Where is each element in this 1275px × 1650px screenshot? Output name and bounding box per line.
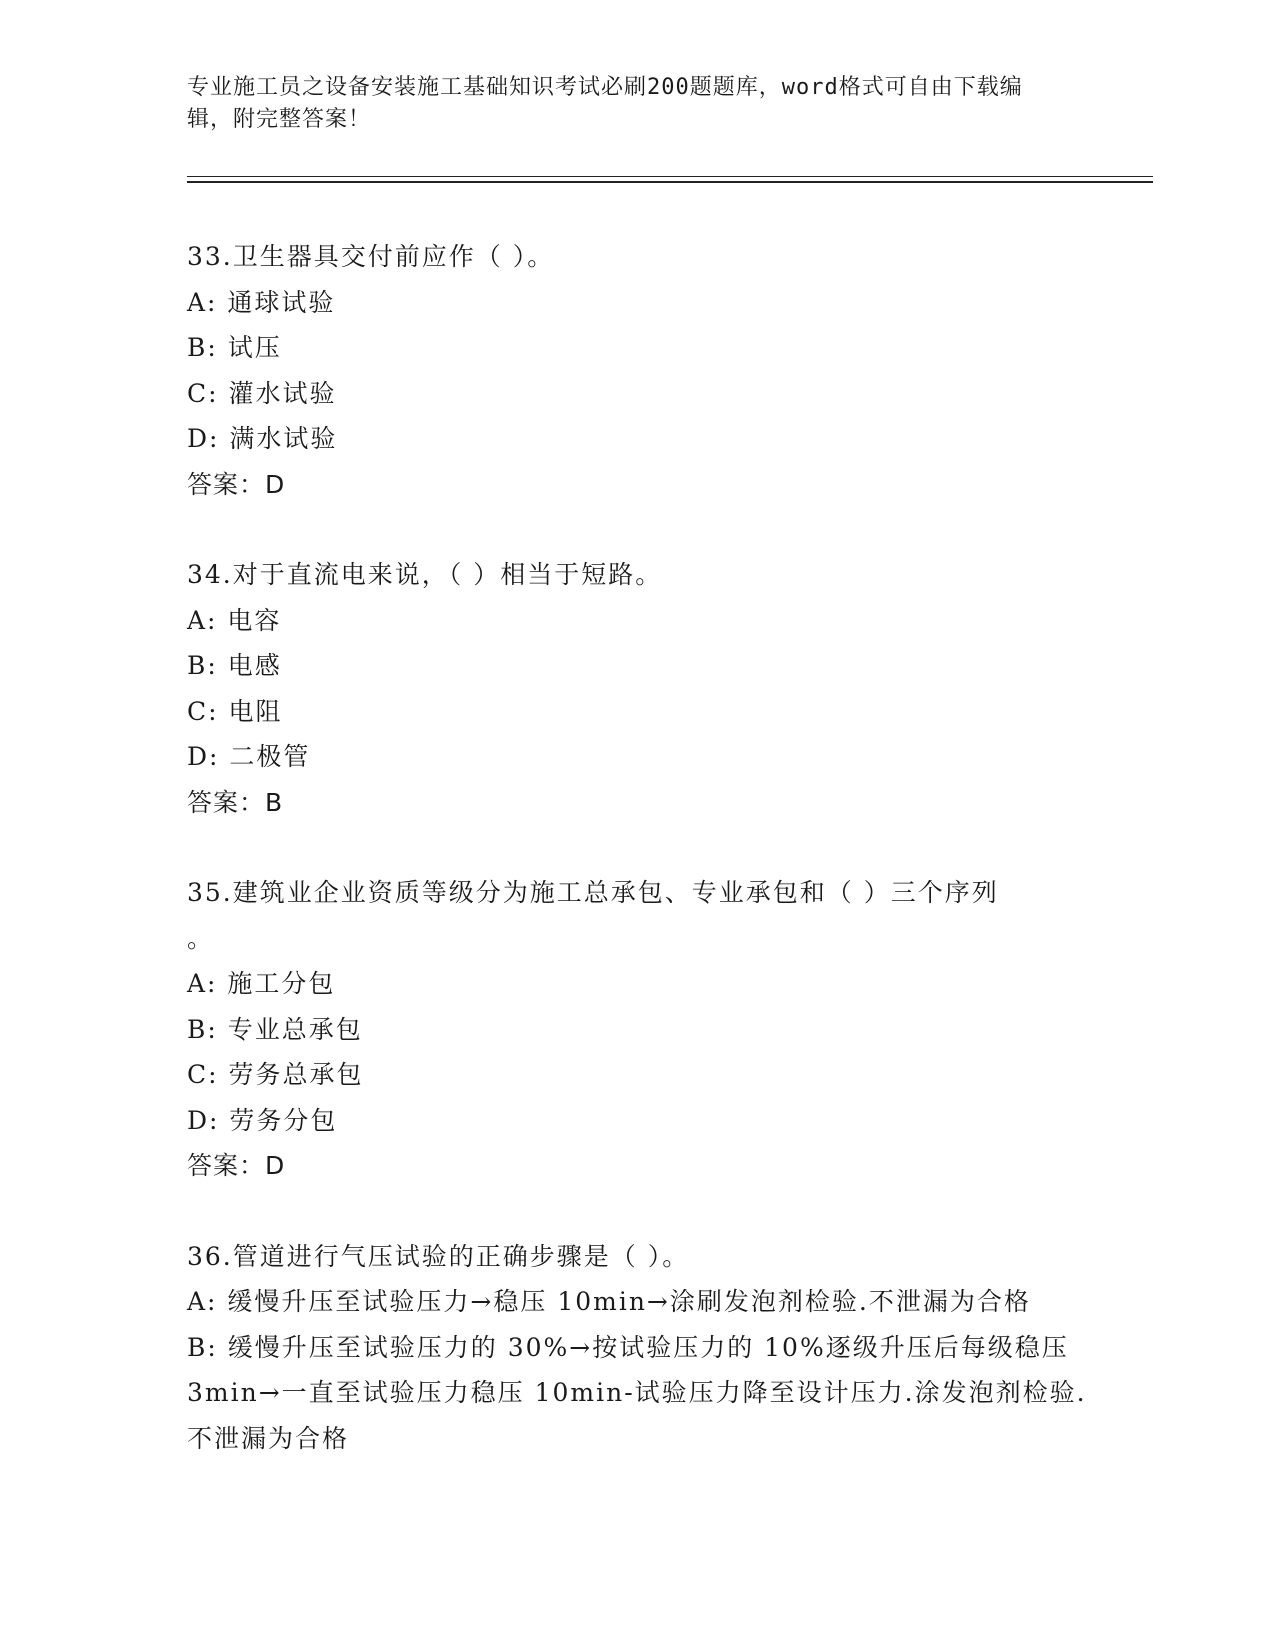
option-d: D: 满水试验: [187, 424, 338, 453]
question-34: [187, 552, 1087, 825]
option-b: B: 专业总承包: [187, 1014, 363, 1044]
header-divider: [187, 176, 1153, 177]
answer-label: 答案：B: [187, 787, 284, 817]
question-36: [187, 1234, 1087, 1462]
option-c: C: 劳务总承包: [187, 1060, 364, 1089]
option-b: B: 电感: [187, 651, 282, 680]
option-d: D: 劳务分包: [187, 1105, 338, 1135]
option-c: C: 电阻: [187, 696, 283, 726]
question-stem-continuation: 。: [187, 923, 215, 953]
option-a: A: 施工分包: [187, 969, 336, 998]
question-33: [187, 234, 1087, 507]
question-stem: 33.卫生器具交付前应作（ ）。: [187, 242, 555, 271]
page-header: 专业施工员之设备安装施工基础知识考试必刷200题题库，word格式可自由下载编辑，附完整答案！: [187, 75, 1023, 132]
option-d: D: 二极管: [187, 742, 311, 771]
header-divider-thick: [187, 181, 1153, 183]
question-35: [187, 870, 1087, 1189]
option-c: C: 灌水试验: [187, 378, 337, 408]
option-a: A: 通球试验: [187, 287, 336, 317]
option-b: B: 缓慢升压至试验压力的 30%→按试验压力的 10%逐级升压后每级稳压 3min→一直至试验压力稳压 10min-试验压力降至设计压力.涂发泡剂检验.不泄漏为合格: [187, 1332, 1087, 1453]
question-stem: 35.建筑业企业资质等级分为施工总承包、专业承包和（ ）三个序列: [187, 878, 999, 907]
option-a: A: 缓慢升压至试验压力→稳压 10min→涂刷发泡剂检验.不泄漏为合格: [187, 1287, 1031, 1316]
answer-label: 答案：D: [187, 469, 286, 499]
question-stem: 36.管道进行气压试验的正确步骤是（ ）。: [187, 1241, 690, 1271]
question-stem: 34.对于直流电来说，（ ）相当于短路。: [187, 560, 663, 589]
question-list: [187, 234, 1087, 1461]
answer-label: 答案：D: [187, 1151, 286, 1180]
option-b: B: 试压: [187, 333, 282, 362]
option-a: A: 电容: [187, 605, 282, 635]
